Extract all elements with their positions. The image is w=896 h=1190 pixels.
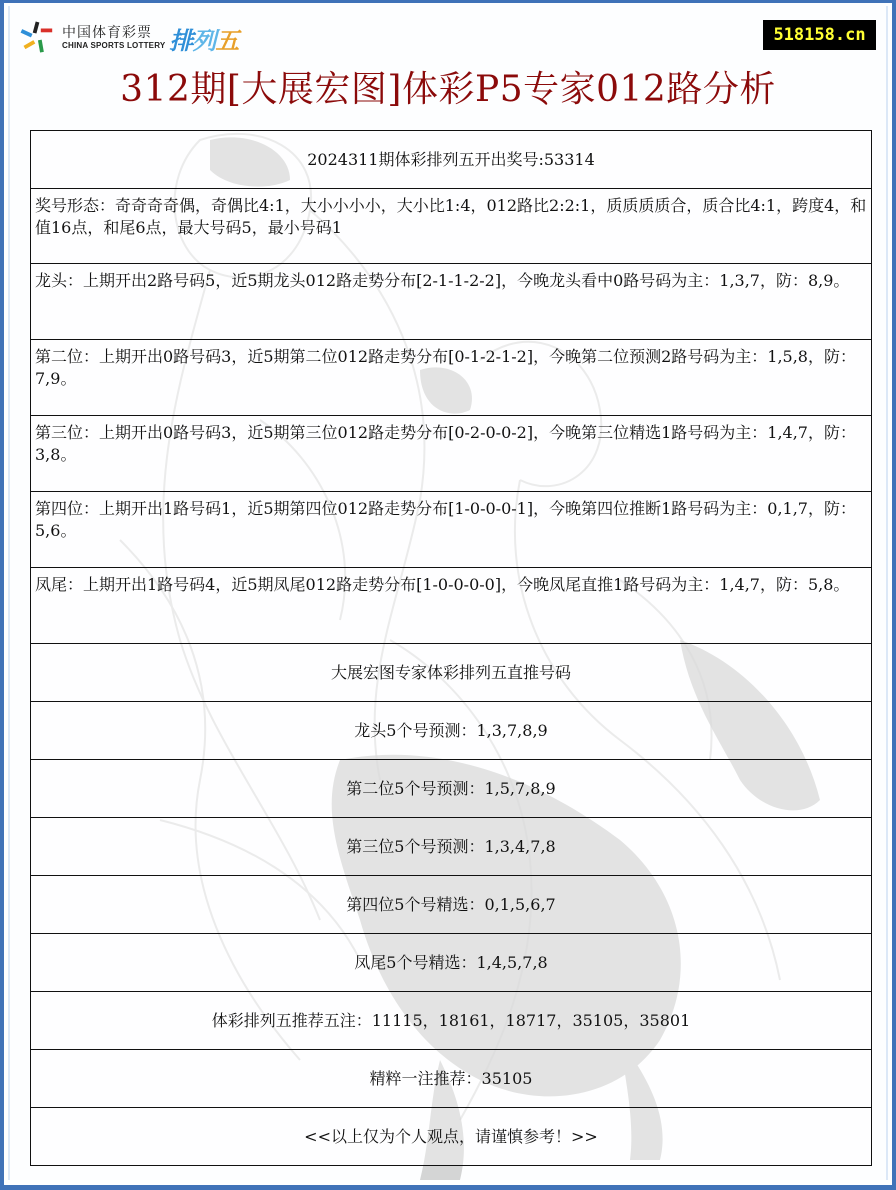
table-row <box>31 644 872 702</box>
table-row <box>31 1108 872 1166</box>
analysis-position-1: 龙头：上期开出2路号码5，近5期龙头012路走势分布[2-1-1-2-2]，今晚龙头看中0路号码为主：1,3,7，防：8,9。 <box>31 264 872 340</box>
pick-position-5: 凤尾5个号精选：1,4,5,7,8 <box>31 934 872 992</box>
five-bets-recommendation: 体彩排列五推荐五注：11115，18161，18717，35105，35801 <box>31 992 872 1050</box>
analysis-position-4: 第四位：上期开出1路号码1，近5期第四位012路走势分布[1-0-0-0-1]，今晚第四位推断1路号码为主：0,1,7，防：5,6。 <box>31 492 872 568</box>
section-title: 大展宏图专家体彩排列五直推号码 <box>31 644 872 702</box>
table-row <box>31 1050 872 1108</box>
logo-game-name: 排列五 <box>169 26 239 55</box>
logo-chinese-text: 中国体育彩票 <box>62 25 152 41</box>
table-row <box>31 131 872 189</box>
analysis-position-5: 凤尾：上期开出1路号码4，近5期凤尾012路走势分布[1-0-0-0-0]，今晚凤尾直推1路号码为主：1,4,7，防：5,8。 <box>31 568 872 644</box>
table-row <box>31 702 872 760</box>
number-pattern: 奖号形态：奇奇奇奇偶，奇偶比4:1，大小小小小，大小比1:4，012路比2:2:1，质质质质合，质合比4:1，跨度4，和值16点，和尾6点，最大号码5，最小号码1 <box>31 189 872 264</box>
analysis-position-2: 第二位：上期开出0路号码3，近5期第二位012路走势分布[0-1-2-1-2]，今晚第二位预测2路号码为主：1,5,8，防：7,9。 <box>31 340 872 416</box>
pick-position-3: 第三位5个号预测：1,3,4,7,8 <box>31 818 872 876</box>
table-row <box>31 934 872 992</box>
table-row <box>31 818 872 876</box>
table-row <box>31 416 872 492</box>
logo-english-text: CHINA SPORTS LOTTERY <box>62 41 166 50</box>
table-row <box>31 568 872 644</box>
china-sports-lottery-logo <box>18 18 238 58</box>
lottery-star-icon <box>18 19 56 57</box>
pick-position-1: 龙头5个号预测：1,3,7,8,9 <box>31 702 872 760</box>
disclaimer: <<以上仅为个人观点，请谨慎参考！>> <box>31 1108 872 1166</box>
draw-result: 2024311期体彩排列五开出奖号:53314 <box>31 131 872 189</box>
pick-position-4: 第四位5个号精选：0,1,5,6,7 <box>31 876 872 934</box>
table-row <box>31 340 872 416</box>
analysis-position-3: 第三位：上期开出0路号码3，近5期第三位012路走势分布[0-2-0-0-2]，今晚第三位精选1路号码为主：1,4,7，防：3,8。 <box>31 416 872 492</box>
site-badge[interactable]: 518158.cn <box>763 20 876 50</box>
best-bet-recommendation: 精粹一注推荐：35105 <box>31 1050 872 1108</box>
pick-position-2: 第二位5个号预测：1,5,7,8,9 <box>31 760 872 818</box>
table-row <box>31 760 872 818</box>
table-row <box>31 264 872 340</box>
table-row <box>31 492 872 568</box>
table-row <box>31 876 872 934</box>
table-row <box>31 189 872 264</box>
page-title: 312期[大展宏图]体彩P5专家012路分析 <box>120 69 776 110</box>
analysis-table <box>30 130 872 1166</box>
table-row <box>31 992 872 1050</box>
